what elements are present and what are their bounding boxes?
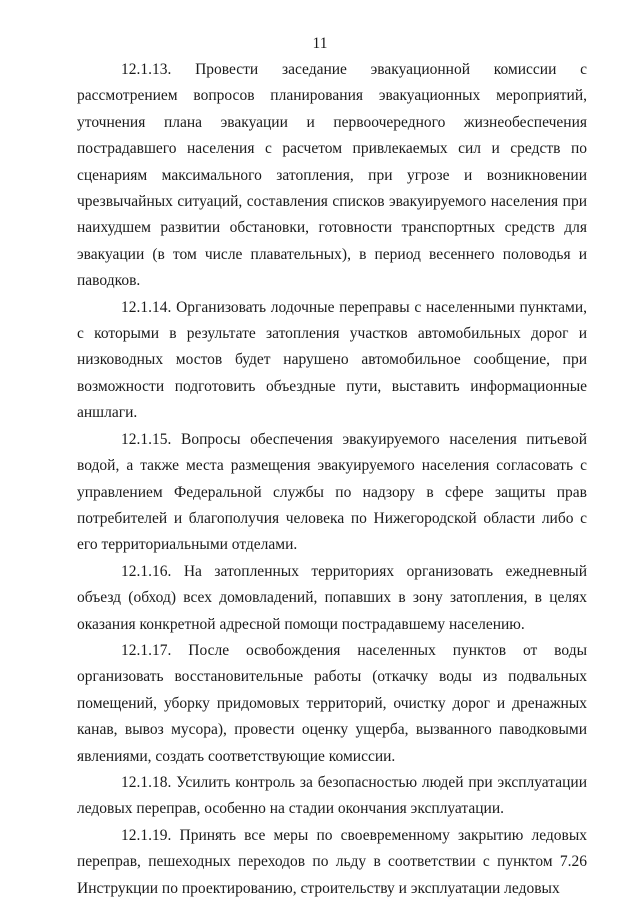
page-number: 11	[312, 35, 328, 52]
paragraph-12-1-19: 12.1.19. Принять все меры по своевременному закрытию ледовых переправ, пешеходных переходов по льду в соответствии с пунктом 7.26 Инструкции по проектированию, строительству и эксплуатации ледовых	[77, 826, 587, 897]
paragraph-12-1-15: 12.1.15. Вопросы обеспечения эвакуируемого населения питьевой водой, а также места размещения эвакуируемого населения согласовать с управлением Федеральной службы по надзору в сфере защиты прав потребителей и благополучия человека по Нижегородской области либо с его территориальными отделами.	[77, 430, 587, 554]
document-body	[77, 57, 587, 902]
paragraph-12-1-14: 12.1.14. Организовать лодочные переправы с населенными пунктами, с которыми в результате затопления участков автомобильных дорог и низководных мостов будет нарушено автомобильное сообщение, при возможности подготовить объездные пути, выставить информационные аншлаги.	[77, 298, 587, 422]
paragraph-12-1-18: 12.1.18. Усилить контроль за безопасностью людей при эксплуатации ледовых переправ, особенно на стадии окончания эксплуатации.	[77, 773, 587, 818]
paragraph-12-1-17: 12.1.17. После освобождения населенных пунктов от воды организовать восстановительные работы (откачку воды из подвальных помещений, уборку придомовых территорий, очистку дорог и дренажных канав, вывоз мусора), провести оценку ущерба, вызванного паводковыми явлениями, создать соответствующие комиссии.	[77, 641, 587, 765]
paragraph-12-1-13: 12.1.13. Провести заседание эвакуационной комиссии с рассмотрением вопросов планирования эвакуационных мероприятий, уточнения плана эвакуации и первоочередного жизнеобеспечения пострадавшего населения с расчетом привлекаемых сил и средств по сценариям максимального затопления, при угрозе и возникновении чрезвычайных ситуаций, составления списков эвакуируемого населения при наихудшем развитии обстановки, готовности транспортных средств для эвакуации (в том числе плавательных), в период весеннего половодья и паводков.	[77, 61, 587, 290]
paragraph-12-1-16: 12.1.16. На затопленных территориях организовать ежедневный объезд (обход) всех домовладений, попавших в зону затопления, в целях оказания конкретной адресной помощи пострадавшему населению.	[77, 562, 587, 633]
